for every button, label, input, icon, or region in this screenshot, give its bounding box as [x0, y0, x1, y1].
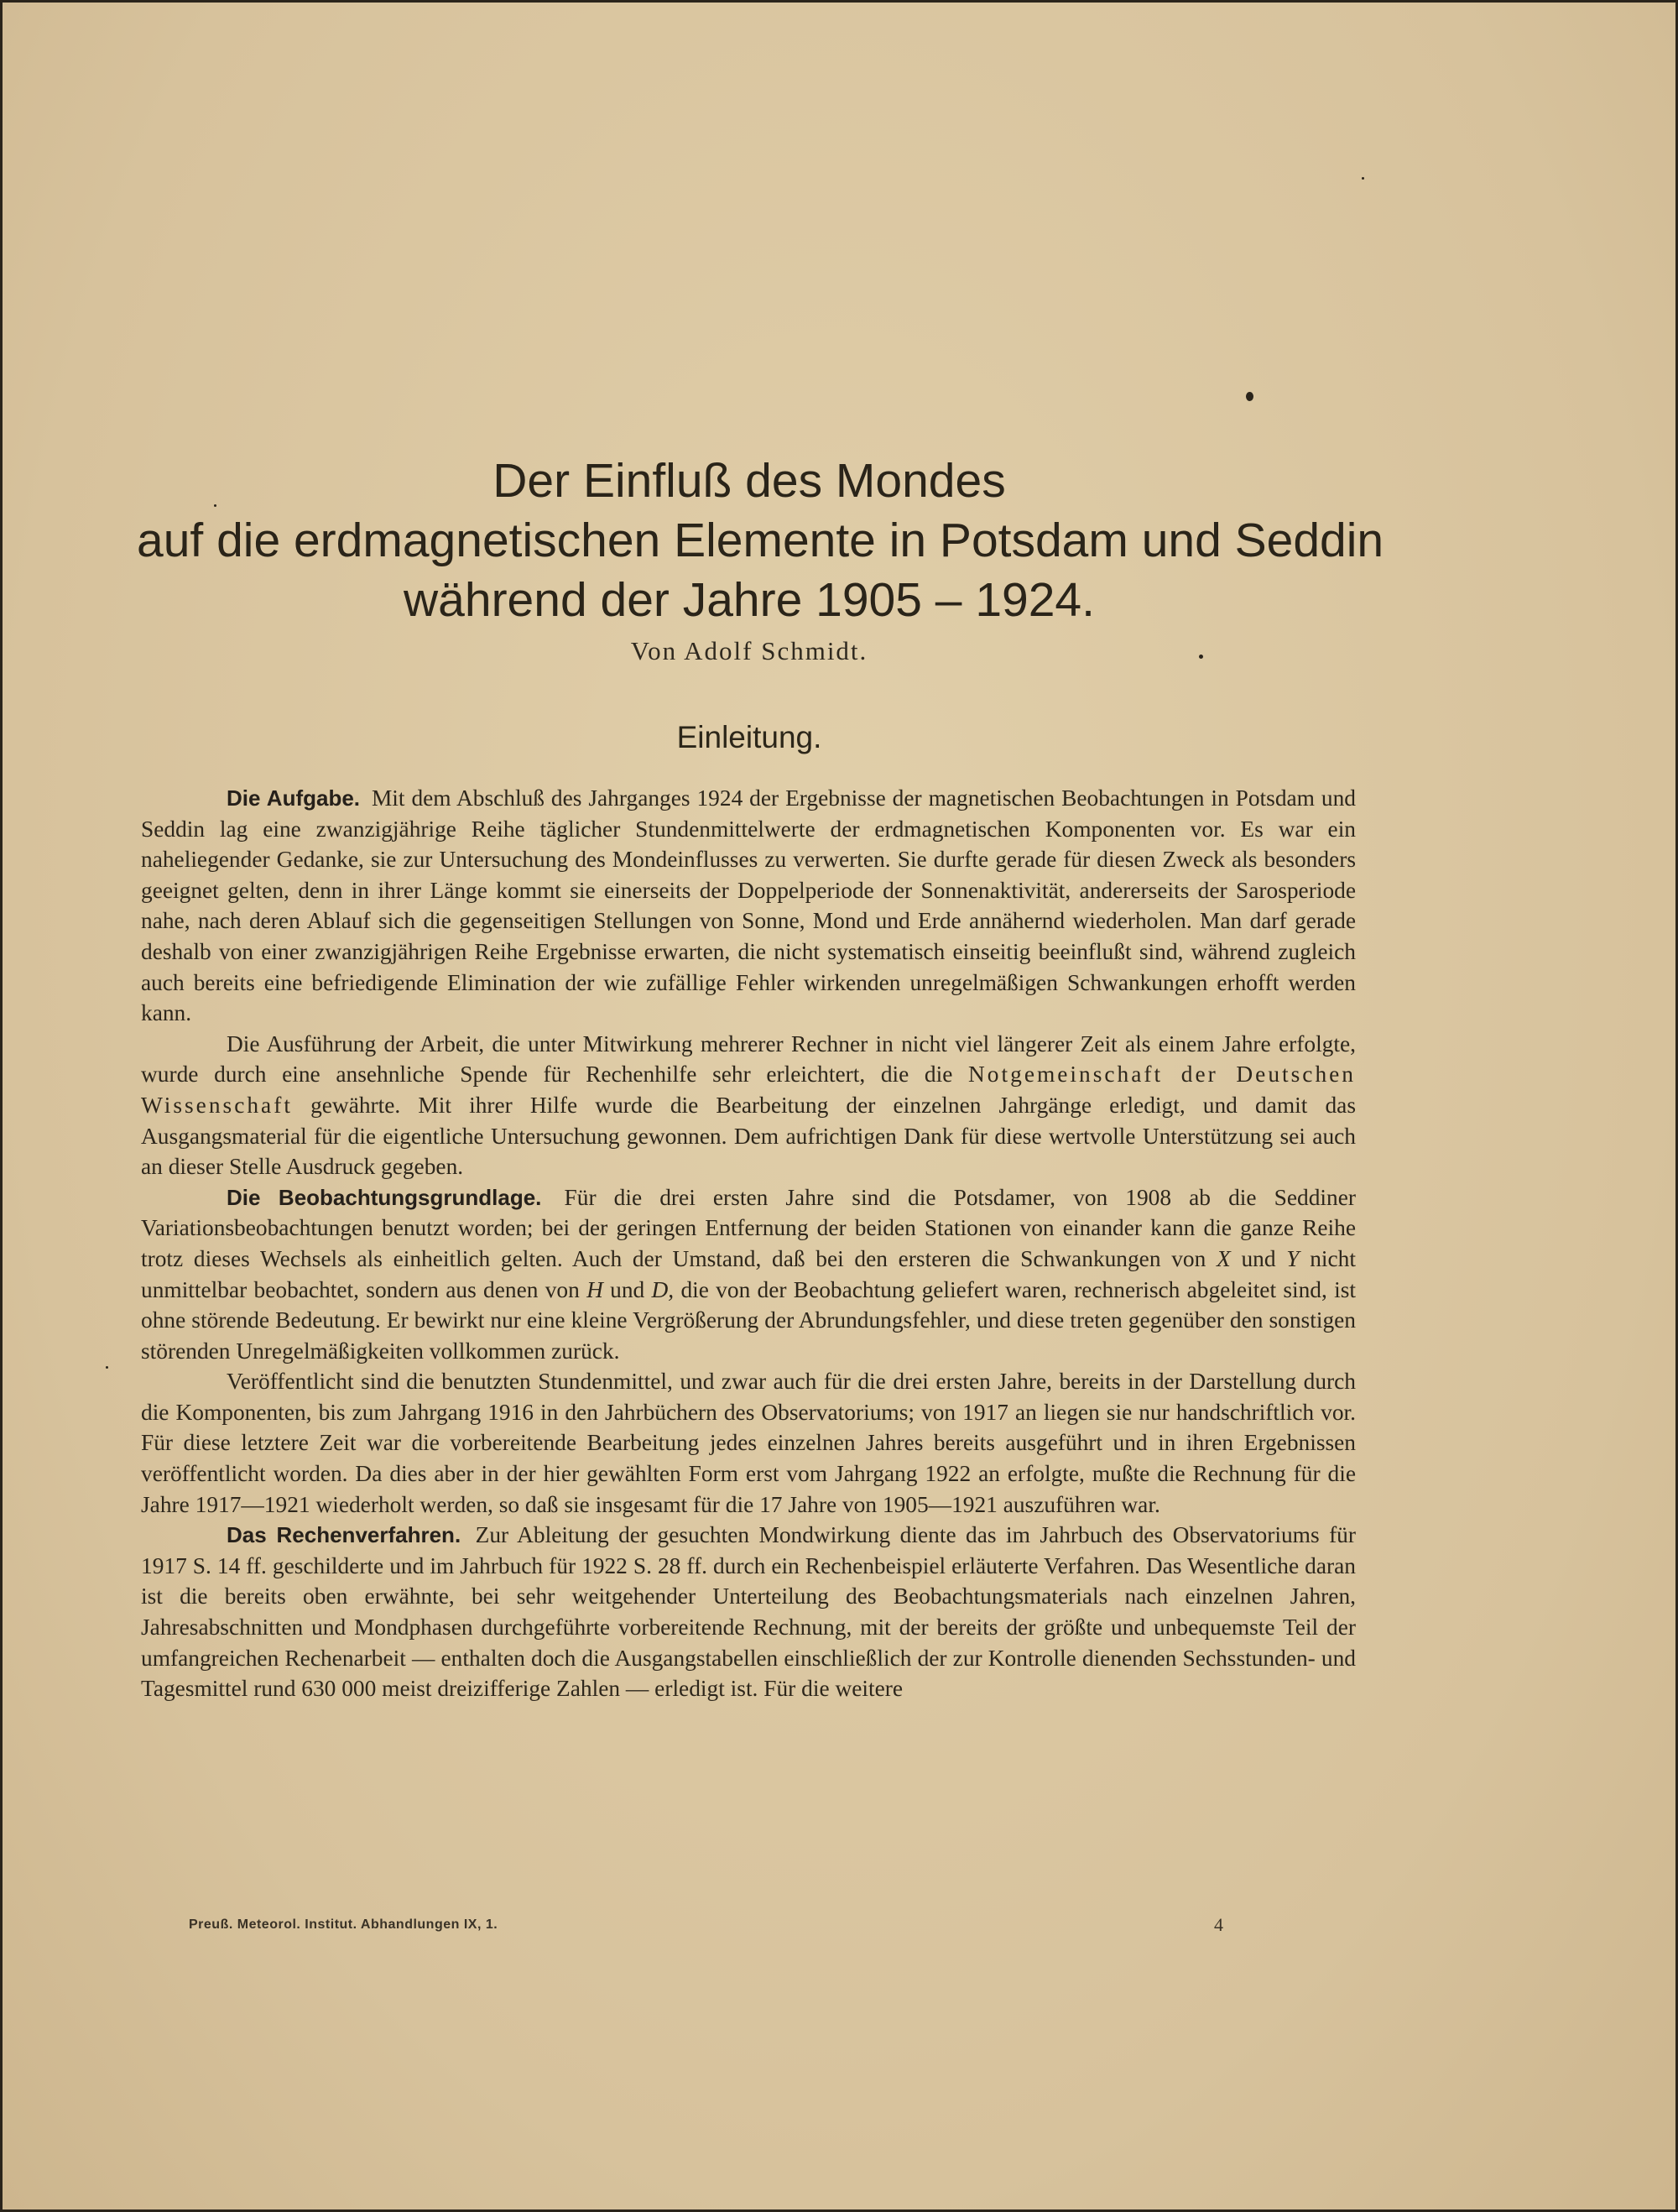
ink-speck	[1199, 655, 1203, 659]
ink-speck	[1362, 177, 1364, 180]
paragraph-ausfuehrung	[141, 1029, 1356, 1182]
paragraph-text: gewährte. Mit ihrer Hilfe wurde die Bearbeitung der einzelnen Jahrgänge erledigt, und damit das Ausgangsmaterial für die eigentliche Untersuchung gewonnen. Dem aufrichtigen Dank für diese wertvolle Unterstützung sei auch an dieser Stelle Ausdruck gegeben.	[141, 1092, 1356, 1180]
paragraph-text: Die Ausführung der Arbeit, die unter Mitwirkung mehrerer Rechner in nicht viel längerer Zeit als einem Jahre erfolgte, wurde durch eine ansehnliche Spende für Rechenhilfe sehr erleichtert, die die	[141, 1030, 1356, 1088]
variable-d: D,	[651, 1276, 675, 1302]
ink-speck	[214, 504, 216, 507]
paragraph-text: Für die drei ersten Jahre sind die Potsdamer, von 1908 ab die Seddiner Variationsbeobachtungen benutzt worden; bei der geringen Entfernung der beiden Stationen von einander kann die ganze Reihe trotz dieses Wechsels als einheitlich gelten. Auch der Umstand, daß bei den ersteren die Schwankungen von	[141, 1184, 1357, 1271]
paragraph-text: Mit dem Abschluß des Jahrganges 1924 der Ergebnisse der magnetischen Beobachtungen in Potsdam und Seddin lag eine zwanzigjährige Reihe täglicher Stundenmittelwerte der erdmagnetischen Komponenten vor. Es war ein naheliegender Gedanke, sie zur Untersuchung des Mondeinflusses zu verwerten. Sie durfte gerade für diesen Zweck als besonders geeignet gelten, denn in ihrer Länge kommt sie einerseits der Doppelperiode der Sonnenaktivität, andererseits der Sarosperiode nahe, nach deren Ablauf sich die gegenseitigen Stellungen von Sonne, Mond und Erde annähernd wiederholen. Man darf gerade deshalb von einer zwanzigjährigen Reihe Ergebnisse erwarten, die nicht systematisch einseitig beeinflußt sind, während zugleich auch bereits eine befriedigende Elimination der wie zufällige Fehler wirkenden unregelmäßigen Schwankungen erhofft werden kann.	[141, 785, 1356, 1026]
paragraph-veroeffentlicht	[141, 1366, 1356, 1520]
paragraph-run-in-heading: Die Beobachtungsgrundlage.	[227, 1184, 542, 1210]
section-heading: Einleitung.	[676, 720, 822, 754]
ink-speck	[1246, 392, 1253, 401]
spaced-emphasis: Notgemeinschaft der Deutschen Wissenschaft	[141, 1062, 1356, 1118]
paragraph-text: die von der Beobachtung geliefert waren, rechnerisch abgeleitet sind, ist ohne störende Bedeutung. Er bewirkt nur eine kleine Vergrößerung der Abrundungsfehler, und diese treten gegenüber den sonstigen störenden Unregelmäßigkeiten vollkommen zurück.	[141, 1276, 1356, 1364]
paragraph-text: und	[610, 1276, 645, 1302]
paragraph-aufgabe	[141, 783, 1356, 1029]
page-number: 4	[1214, 1914, 1223, 1935]
paragraph-run-in-heading: Das Rechenverfahren.	[227, 1522, 461, 1548]
paragraph-text: Zur Ableitung der gesuchten Mondwirkung diente das im Jahrbuch des Observatoriums für 1917 S. 14 ff. geschilderte und im Jahrbuch für 1922 S. 28 ff. durch ein Rechenbeispiel erläuterte Verfahren. Das Wesentliche daran ist die bereits oben erwähnte, bei sehr weitgehender Unterteilung des Beobachtungsmaterials nach einzelnen Jahren, Jahresabschnitten und Mondphasen durchgeführte vorbereitende Rechnung, mit der bereits der größte und unbequemste Teil der umfangreichen Rechenarbeit — enthalten doch die Ausgangstabellen einschließlich der zur Kontrolle dienenden Sechsstunden- und Tagesmittel rund 630 000 meist dreizifferige Zahlen — erledigt ist. Für die weitere	[141, 1522, 1357, 1702]
paragraph-run-in-heading: Die Aufgabe.	[227, 785, 361, 811]
ink-speck	[106, 1366, 108, 1369]
title-line-3: während der Jahre 1905 – 1924.	[404, 573, 1095, 627]
variable-h: H	[586, 1276, 603, 1302]
title-line-2: auf die erdmagnetischen Elemente in Potsdam und Seddin	[137, 514, 1384, 567]
author-line: Von Adolf Schmidt.	[630, 636, 868, 665]
variable-x: X	[1217, 1245, 1231, 1271]
paragraph-text: nicht unmittelbar beobachtet, sondern aus denen von	[141, 1245, 1356, 1302]
paragraph-beobachtungsgrundlage	[141, 1182, 1356, 1367]
body-text	[141, 783, 1356, 1704]
paragraph-text: Veröffentlicht sind die benutzten Stundenmittel, und zwar auch für die drei ersten Jahre, bereits in der Darstellung durch die Komponenten, bis zum Jahrgang 1916 in den Jahrbüchern des Observatoriums; von 1917 an liegen sie nur handschriftlich vor. Für diese letztere Zeit war die vorbereitende Bearbeitung jedes einzelnen Jahres bereits ausgeführt und in ihren Ergebnissen veröffentlicht worden. Da dies aber in der hier gewählten Form erst vom Jahrgang 1922 an erfolgte, mußte die Rechnung für die Jahre 1917—1921 wiederholt werden, so daß sie insgesamt für die 17 Jahre von 1905—1921 auszuführen war.	[141, 1369, 1356, 1517]
paragraph-rechenverfahren	[141, 1520, 1356, 1704]
footer-publication: Preuß. Meteorol. Institut. Abhandlungen IX, 1.	[189, 1917, 498, 1932]
article-title	[137, 451, 1384, 630]
title-line-1: Der Einfluß des Mondes	[492, 454, 1006, 508]
variable-y: Y	[1286, 1245, 1300, 1271]
paragraph-text: und	[1241, 1245, 1276, 1271]
